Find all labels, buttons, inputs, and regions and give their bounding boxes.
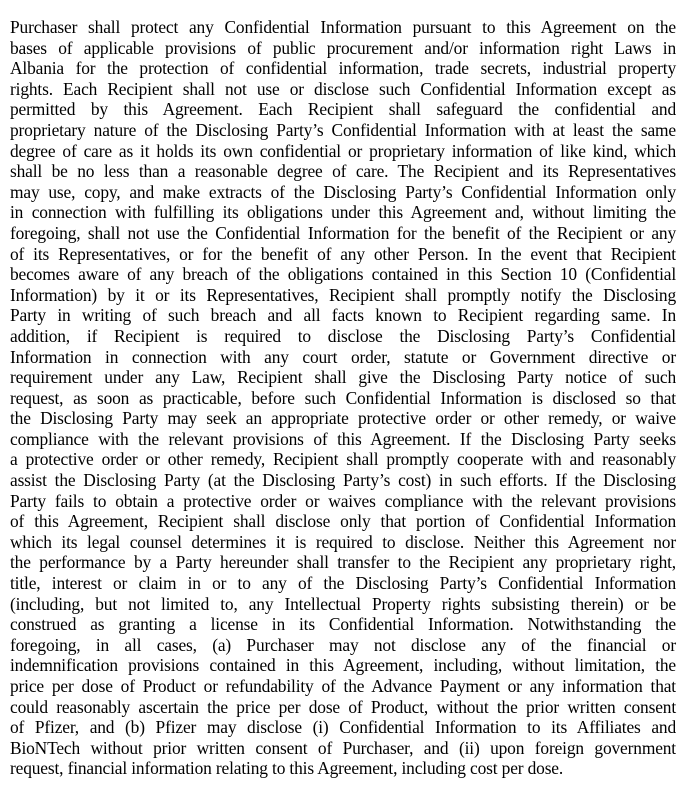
text-line: BioNTech without prior written consent of Purchaser, and (ii) upon foreign government bbox=[10, 737, 676, 758]
text-line: foregoing, in all cases, (a) Purchaser may not disclose any of the financial or bbox=[10, 634, 676, 655]
text-line: degree of care as it holds its own confidential or proprietary information of like kind, which bbox=[10, 140, 676, 161]
text-line: bases of applicable provisions of public procurement and/or information right Laws in bbox=[10, 37, 676, 58]
text-line: requirement under any Law, Recipient shall give the Disclosing Party notice of such bbox=[10, 367, 676, 388]
text-line: assist the Disclosing Party (at the Disclosing Party’s cost) in such efforts. If the Disclosing bbox=[10, 470, 676, 491]
text-line: the Disclosing Party may seek an appropriate protective order or other remedy, or waive bbox=[10, 408, 676, 429]
text-line: Albania for the protection of confidential information, trade secrets, industrial property bbox=[10, 58, 676, 79]
text-line: Purchaser shall protect any Confidential Information pursuant to this Agreement on the bbox=[10, 17, 676, 37]
text-line: Information in connection with any court order, statute or Government directive or bbox=[10, 346, 676, 367]
text-line: request, as soon as practicable, before such Confidential Information is disclosed so that bbox=[10, 387, 676, 408]
text-line: addition, if Recipient is required to disclose the Disclosing Party’s Confidential bbox=[10, 325, 676, 346]
text-line: which its legal counsel determines it is required to disclose. Neither this Agreement nor bbox=[10, 531, 676, 552]
text-line: a protective order or other remedy, Recipient shall promptly cooperate with and reasonably bbox=[10, 449, 676, 470]
text-line: the performance by a Party hereunder shall transfer to the Recipient any proprietary right, bbox=[10, 552, 676, 573]
text-line: price per dose of Product or refundability of the Advance Payment or any information that bbox=[10, 676, 676, 696]
text-line: could reasonably ascertain the price per dose of Product, without the prior written consent bbox=[10, 696, 676, 717]
text-line-last: request, financial information relating to this Agreement, including cost per dose. bbox=[10, 758, 564, 779]
text-line: (including, but not limited to, any Intellectual Property rights subsisting therein) or be bbox=[10, 593, 676, 614]
text-line: indemnification provisions contained in this Agreement, including, without limitation, the bbox=[10, 655, 676, 676]
text-line: title, interest or claim in or to any of the Disclosing Party’s Confidential Information bbox=[10, 573, 676, 594]
text-line: shall be no less than a reasonable degree of care. The Recipient and its Representatives bbox=[10, 161, 676, 182]
text-line: foregoing, shall not use the Confidential Information for the benefit of the Recipient or any bbox=[10, 222, 676, 243]
document-page bbox=[10, 17, 676, 779]
text-line: of this Agreement, Recipient shall disclose only that portion of Confidential Information bbox=[10, 511, 676, 532]
text-line: may use, copy, and make extracts of the Disclosing Party’s Confidential Information only bbox=[10, 181, 676, 202]
text-line: rights. Each Recipient shall not use or disclose such Confidential Information except as bbox=[10, 78, 676, 99]
text-line: Party in writing of such breach and all facts known to Recipient regarding same. In bbox=[10, 305, 676, 326]
confidentiality-paragraph bbox=[10, 17, 676, 779]
text-line: in connection with fulfilling its obligations under this Agreement and, without limiting the bbox=[10, 202, 676, 223]
text-line: of its Representatives, or for the benefit of any other Person. In the event that Recipient bbox=[10, 243, 676, 264]
text-line: construed as granting a license in its Confidential Information. Notwithstanding the bbox=[10, 614, 676, 635]
text-line: becomes aware of any breach of the obligations contained in this Section 10 (Confidential bbox=[10, 264, 676, 285]
text-line: proprietary nature of the Disclosing Party’s Confidential Information with at least the same bbox=[10, 119, 676, 140]
text-line: compliance with the relevant provisions of this Agreement. If the Disclosing Party seeks bbox=[10, 428, 676, 449]
text-line: Party fails to obtain a protective order or waives compliance with the relevant provisions bbox=[10, 490, 676, 511]
text-line: Information) by it or its Representatives, Recipient shall promptly notify the Disclosing bbox=[10, 284, 676, 305]
text-line: permitted by this Agreement. Each Recipient shall safeguard the confidential and bbox=[10, 99, 676, 120]
text-line: of Pfizer, and (b) Pfizer may disclose (i) Confidential Information to its Affiliates and bbox=[10, 717, 676, 738]
